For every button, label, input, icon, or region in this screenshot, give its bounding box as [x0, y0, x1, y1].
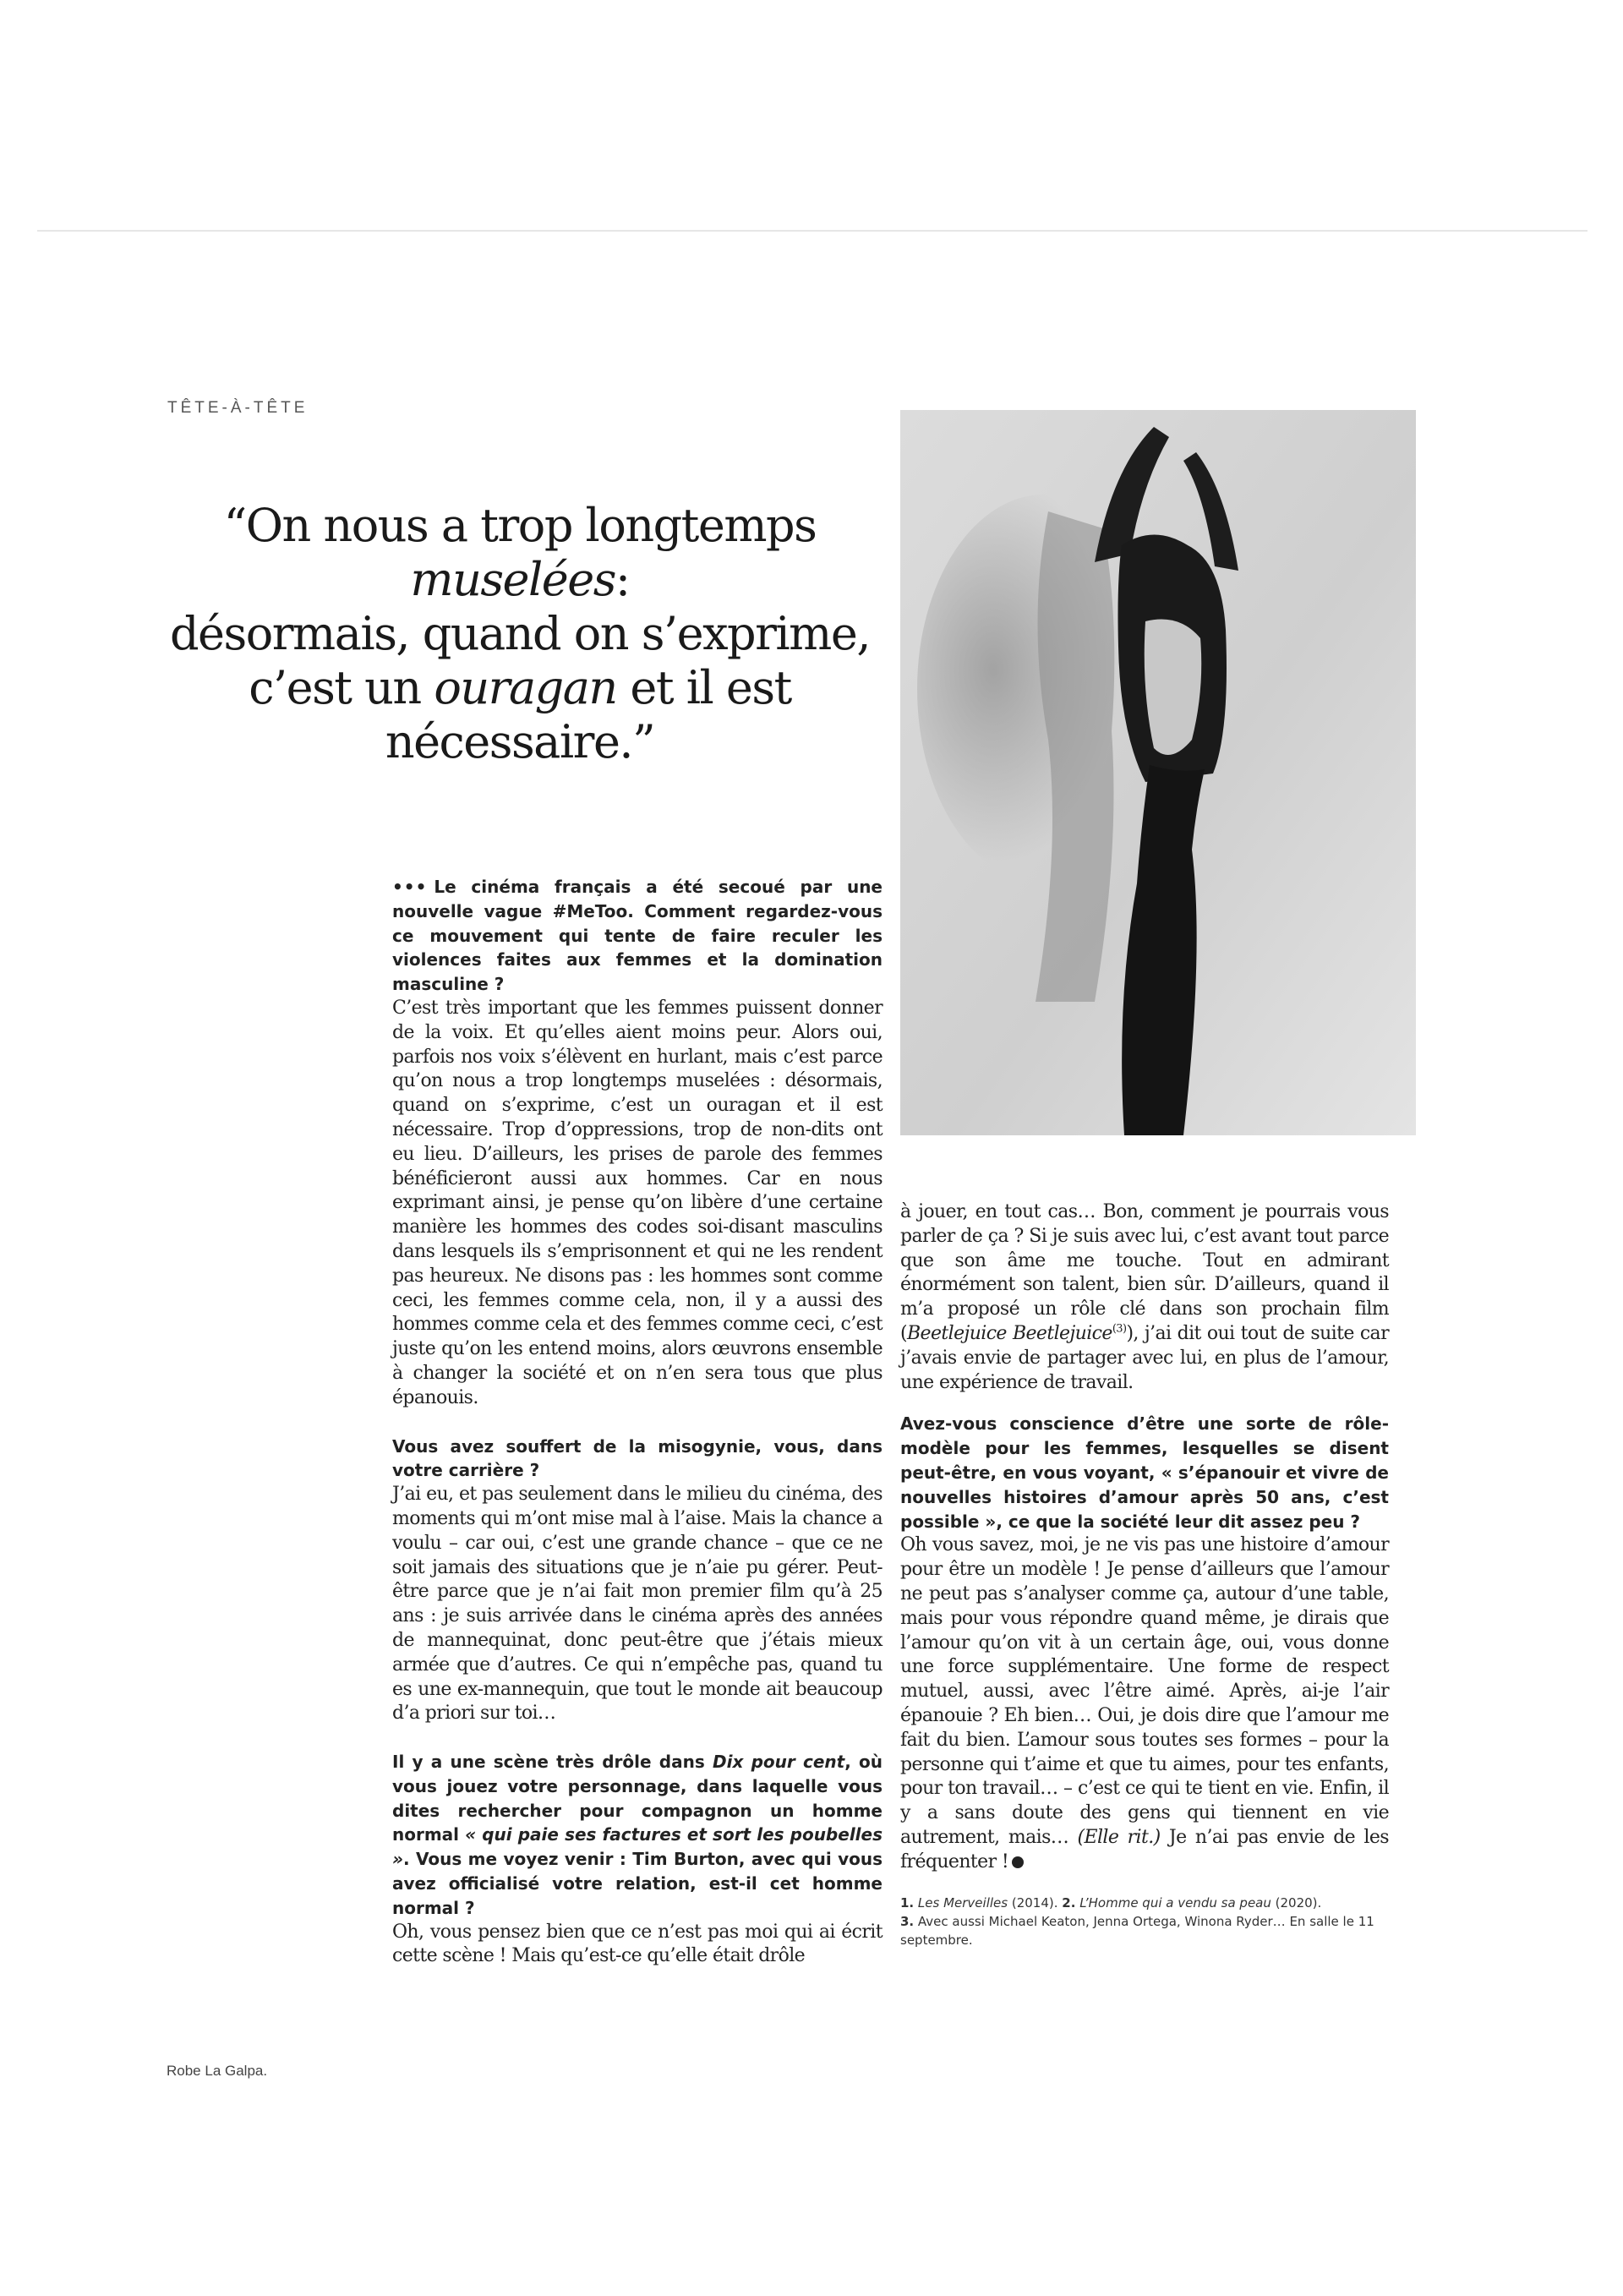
answer-3-start: Oh, vous pensez bien que ce n’est pas moi qui ai écrit cette scène ! Mais qu’est-ce qu’elle était drôle — [392, 1921, 883, 1967]
photo-credit: Robe La Galpa. — [167, 2063, 268, 2079]
answer-4: Oh vous savez, moi, je ne vis pas une histoire d’amour pour être un modèle ! Je pense d’ailleurs que l’amour ne peut pas s’analyser comme ça, autour d’une table, mais pour vous répondre quand même, je dirais que l’amour qu’on vit à un certain âge, oui, vous donne une force supplémentaire. Une forme de respect mutuel, aussi, avec l’être aimé. Après, ai-je l’air épanouie ? Eh bien… Oui, je dois dire que l’amour me fait du bien. L’amour sous toutes ses formes – pour la personne qui t’aime et que tu aimes, pour tes enfants, pour ton travail… – c’est ce qui te tient en vie. Enfin, il y a sans doute des gens qui tiennent en vie autrement, mais… (Elle rit.) Je n’ai pas envie de les fréquenter ! — [900, 1534, 1389, 1872]
question-2: Vous avez souffert de la misogynie, vous, dans votre carrière ? — [392, 1435, 883, 1481]
question-4: Avez-vous conscience d’être une sorte de rôle-modèle pour les femmes, lesquelles se disent peut-être, en vous voyant, « s’épanouir et vivre de nouvelles histoires d’amour après 50 ans, c’est possible », ce que la société leur dit assez peu ? — [900, 1413, 1389, 1532]
continuation-dots: ••• — [392, 877, 428, 897]
pull-quote-line-2: désormais, quand on s’exprime, — [169, 607, 871, 660]
pull-quote-line-3: c’est un ouragan et il est nécessaire.” — [249, 661, 791, 768]
portrait-photo-icon — [900, 410, 1416, 1135]
footnotes: 1. Les Merveilles (2014). 2. L’Homme qui a vendu sa peau (2020). 3. Avec aussi Michael Keaton, Jenna Ortega, Winona Ryder… En salle le 11 septembre. — [900, 1894, 1374, 1948]
article-column-2 — [900, 1200, 1389, 1949]
question-1: ••• Le cinéma français a été secoué par une nouvelle vague #MeToo. Comment regardez-vous ce mouvement qui tente de faire reculer les violences faites aux femmes et la domination masculine ? — [392, 877, 883, 995]
end-mark-icon — [1012, 1856, 1024, 1868]
answer-3-end: à jouer, en tout cas… Bon, comment je pourrais vous parler de ça ? Si je suis avec lui, c’est avant tout parce que son âme me touche. Tout en admirant énormément son talent, bien sûr. D’ailleurs, quand il m’a proposé un rôle clé dans son prochain film (Beetlejuice Beetlejuice$^{(3)}$), j’ai dit oui tout de suite car j’avais envie de partager avec lui, en plus de l’amour, une expérience de travail. — [900, 1201, 1389, 1393]
question-3: Il y a une scène très drôle dans Dix pour cent, où vous jouez votre personnage, dans laquelle vous dites rechercher pour compagnon un homme normal « qui paie ses factures et sort les poubelles ». Vous me voyez venir : Tim Burton, avec qui vous avez officialisé votre relation, est-il cet homme normal ? — [392, 1752, 883, 1918]
answer-2: J’ai eu, et pas seulement dans le milieu du cinéma, des moments qui m’ont mise mal à l’aise. Mais la chance a voulu – car oui, c’est une grande chance – que ce ne soit jamais des situations que je n’aie pu gérer. Peut-être parce que je n’ai fait mon premier film qu’à 25 ans : je suis arrivée dans le cinéma après des années de mannequinat, donc peut-être que j’étais mieux armée que d’autres. Ce qui n’empêche pas, quand tu es une ex-mannequin, que tout le monde ait beaucoup d’a priori sur toi… — [392, 1484, 883, 1725]
top-divider — [37, 230, 1587, 232]
section-rubric: TÊTE-À-TÊTE — [167, 399, 309, 417]
answer-1: C’est très important que les femmes puissent donner de la voix. Et qu’elles aient moins peur. Alors oui, parfois nos voix s’élèvent en hurlant, mais c’est parce qu’on nous a trop longtemps muselées : désormais, quand on s’exprime, c’est un ouragan et il est nécessaire. Trop d’oppressions, trop de non-dits ont eu lieu. D’ailleurs, les prises de parole des femmes bénéficieront aussi aux hommes. Car en nous exprimant ainsi, je pense qu’on libère d’une certaine manière les hommes des codes soi-disant masculins dans lesquels ils s’emprisonnent et qui ne les rendent pas heureux. Ne disons pas : les hommes sont comme ceci, les femmes comme cela, non, il y a aussi des hommes comme cela et des femmes comme ceci, c’est juste qu’on les entend moins, alors œuvrons ensemble à changer la société et on n’en sera tous que plus épanouis. — [392, 997, 883, 1408]
pull-quote-line-1: “On nous a trop longtemps muselées: — [223, 499, 817, 606]
article-column-1 — [392, 875, 883, 1969]
pull-quote — [152, 499, 888, 769]
